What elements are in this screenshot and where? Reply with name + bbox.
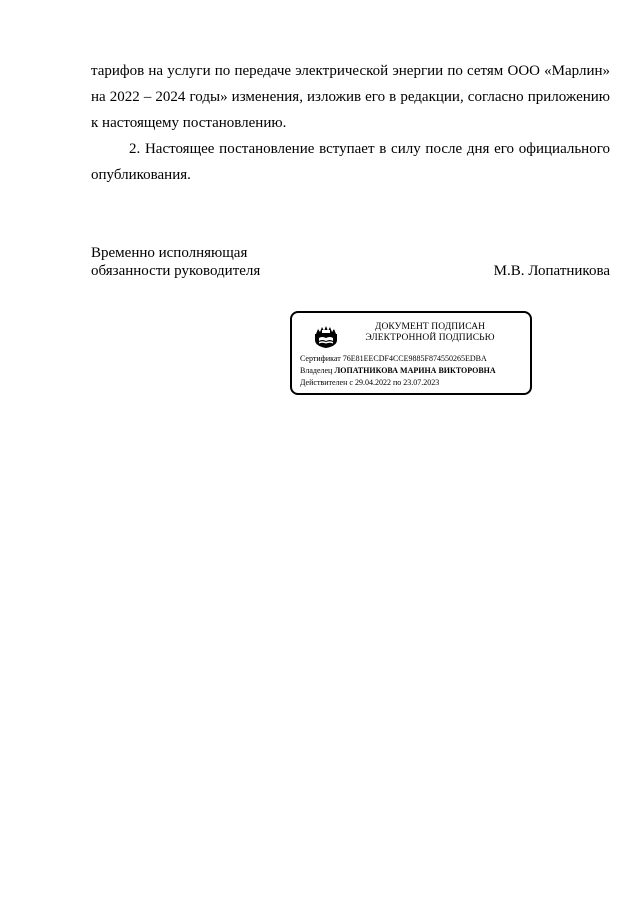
paragraph-2-line-1: 2. Настоящее постановление вступает в силу после дня его официального — [129, 141, 610, 157]
valid-from-date: 29.04.2022 — [354, 378, 391, 387]
coat-of-arms-icon — [313, 321, 339, 349]
stamp-title — [350, 322, 510, 344]
owner-label: Владелец — [300, 366, 333, 375]
owner-value: ЛОПАТНИКОВА МАРИНА ВИКТОРОВНА — [334, 366, 496, 375]
signature-block — [91, 244, 610, 280]
signer-position-line-1: Временно исполняющая — [91, 245, 248, 261]
stamp-title-line-1: ДОКУМЕНТ ПОДПИСАН — [374, 322, 486, 332]
paragraph-2-line-2: опубликования. — [91, 167, 191, 183]
certificate-label: Сертификат — [300, 354, 341, 363]
paragraph-2 — [91, 136, 610, 188]
signer-position-line-2: обязанности руководителя — [91, 263, 261, 279]
signer-name: М.В. Лопатникова — [493, 263, 610, 279]
stamp-title-line-2: ЭЛЕКТРОННОЙ ПОДПИСЬЮ — [365, 333, 495, 343]
paragraph-1-line-2: на 2022 – 2024 годы» изменения, изложив его в редакции, согласно приложению — [91, 89, 610, 105]
paragraph-1-line-1: тарифов на услуги по передаче электрической энергии по сетям ООО «Марлин» — [91, 63, 610, 79]
paragraph-1-line-3: к настоящему постановлению. — [91, 115, 287, 131]
paragraph-1 — [91, 58, 610, 136]
electronic-signature-stamp — [290, 311, 532, 395]
valid-to-date: 23.07.2023 — [403, 378, 440, 387]
certificate-value: 76E81EECDF4CCE9885F874550265EDBA — [342, 354, 487, 363]
valid-from-label: с — [349, 378, 353, 387]
valid-label: Действителен — [300, 378, 348, 387]
stamp-owner-row — [300, 366, 496, 375]
stamp-certificate-row — [300, 354, 487, 363]
valid-to-label: по — [392, 378, 402, 387]
stamp-validity-row — [300, 378, 439, 387]
